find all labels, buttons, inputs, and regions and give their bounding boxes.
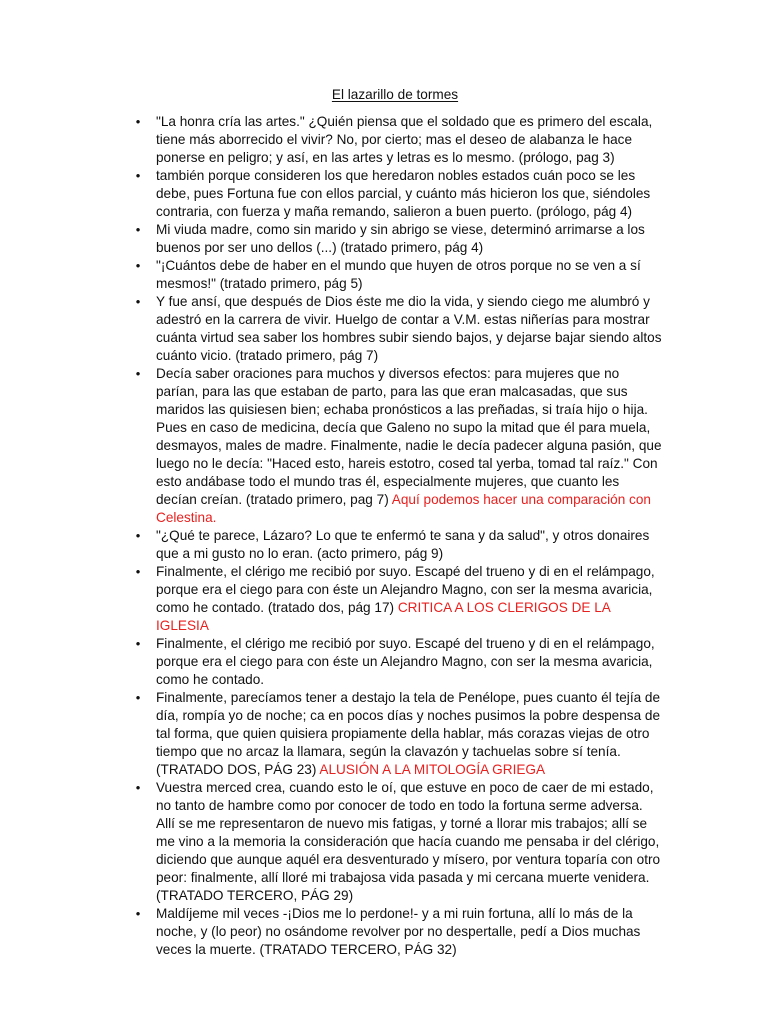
quote-text: "La honra cría las artes." ¿Quién piensa que el soldado que es primero del escala, tiene más aborrecido el vivir? No, por cierto; mas el deseo de alabanza le hace ponerse en peligro; y así, en las artes y letras es lo mesmo. (prólogo, pag 3)	[156, 114, 653, 165]
quote-item	[135, 221, 662, 257]
quote-item	[135, 563, 662, 635]
quote-text: Finalmente, parecíamos tener a destajo la tela de Penélope, pues cuanto él tejía de día, rompía yo de noche; ca en pocos días y noches pusimos la pobre despensa de tal forma, que quien quisiera propiamente della hablar, más corazas viejas de otro tiempo que no arcaz la llamara, según la clavazón y tachuelas sobre sí tenía. (TRATADO DOS, PÁG 23)	[156, 690, 661, 777]
bullet-icon: •	[135, 528, 141, 543]
bullet-icon: •	[135, 222, 141, 237]
quote-item	[135, 635, 662, 689]
annotation-note: Aquí podemos hacer una comparación con Celestina.	[156, 492, 651, 525]
quote-list	[135, 113, 662, 959]
bullet-icon: •	[135, 906, 141, 921]
quote-item	[135, 167, 662, 221]
quote-text: Finalmente, el clérigo me recibió por suyo. Escapé del trueno y di en el relámpago, porque era el ciego para con éste un Alejandro Magno, con ser la mesma avaricia, como he contado. (tratado dos, pág 17)	[156, 564, 655, 615]
bullet-icon: •	[135, 258, 141, 273]
annotation-note: ALUSIÓN A LA MITOLOGÍA GRIEGA	[319, 762, 546, 777]
quote-item	[135, 293, 662, 365]
annotation-note: CRITICA A LOS CLERIGOS DE LA IGLESIA	[156, 600, 611, 633]
bullet-icon: •	[135, 636, 141, 651]
quote-text: "¡Cuántos debe de haber en el mundo que huyen de otros porque no se ven a sí mesmos!" (tratado primero, pág 5)	[156, 258, 641, 291]
quote-text: también porque consideren los que heredaron nobles estados cuán poco se les debe, pues Fortuna fue con ellos parcial, y cuánto más hicieron los que, siéndoles contraria, con fuerza y maña remando, salieron a buen puerto. (prólogo, pág 4)	[156, 168, 651, 219]
bullet-icon: •	[135, 690, 141, 705]
quote-item	[135, 905, 662, 959]
bullet-icon: •	[135, 294, 141, 309]
quote-item	[135, 779, 662, 905]
quote-text: Decía saber oraciones para muchos y diversos efectos: para mujeres que no parían, para las que estaban de parto, para las que eran malcasadas, que sus maridos las quisiesen bien; echaba pronósticos a las preñadas, si traía hijo o hija. Pues en caso de medicina, decía que Galeno no supo la mitad que él para muela, desmayos, males de madre. Finalmente, nadie le decía padecer alguna pasión, que luego no le decía: "Haced esto, hareis estotro, cosed tal yerba, tomad tal raíz." Con esto andábase todo el mundo tras él, especialmente mujeres, que cuanto les decían creían. (tratado primero, pag 7)	[156, 366, 662, 507]
quote-item	[135, 257, 662, 293]
document-title: El lazarillo de tormes	[331, 87, 459, 102]
quote-text: Mi viuda madre, como sin marido y sin abrigo se viese, determinó arrimarse a los buenos por ser uno dellos (...) (tratado primero, pág 4)	[156, 222, 645, 255]
quote-item	[135, 113, 662, 167]
quote-item	[135, 527, 662, 563]
quote-text: Y fue ansí, que después de Dios éste me dio la vida, y siendo ciego me alumbró y adestró en la carrera de vivir. Huelgo de contar a V.M. estas niñerías para mostrar cuánta virtud sea saber los hombres subir siendo bajos, y dejarse bajar siendo altos cuánto vicio. (tratado primero, pág 7)	[156, 294, 662, 363]
quote-text: Finalmente, el clérigo me recibió por suyo. Escapé del trueno y di en el relámpago, porque era el ciego para con éste un Alejandro Magno, con ser la mesma avaricia, como he contado.	[156, 636, 655, 687]
bullet-icon: •	[135, 780, 141, 795]
bullet-icon: •	[135, 366, 141, 381]
bullet-icon: •	[135, 114, 141, 129]
quote-item	[135, 689, 662, 779]
quote-text: Maldíjeme mil veces -¡Dios me lo perdone!- y a mi ruin fortuna, allí lo más de la noche, y (lo peor) no osándome revolver por no despertalle, pedí a Dios muchas veces la muerte. (TRATADO TERCERO, PÁG 32)	[156, 906, 641, 957]
quote-text: "¿Qué te parece, Lázaro? Lo que te enfermó te sana y da salud", y otros donaires que a mi gusto no lo eran. (acto primero, pág 9)	[156, 528, 650, 561]
quote-item	[135, 365, 662, 527]
bullet-icon: •	[135, 168, 141, 183]
bullet-icon: •	[135, 564, 141, 579]
quote-text: Vuestra merced crea, cuando esto le oí, que estuve en poco de caer de mi estado, no tanto de hambre como por conocer de todo en todo la fortuna serme adversa. Allí se me representaron de nuevo mis fatigas, y torné a llorar mis trabajos; allí se me vino a la memoria la consideración que hacía cuando me pensaba ir del clérigo, diciendo que aunque aquél era desventurado y mísero, por ventura toparía con otro peor: finalmente, allí lloré mi trabajosa vida pasada y mi cercana muerte venidera. (TRATADO TERCERO, PÁG 29)	[156, 780, 661, 903]
